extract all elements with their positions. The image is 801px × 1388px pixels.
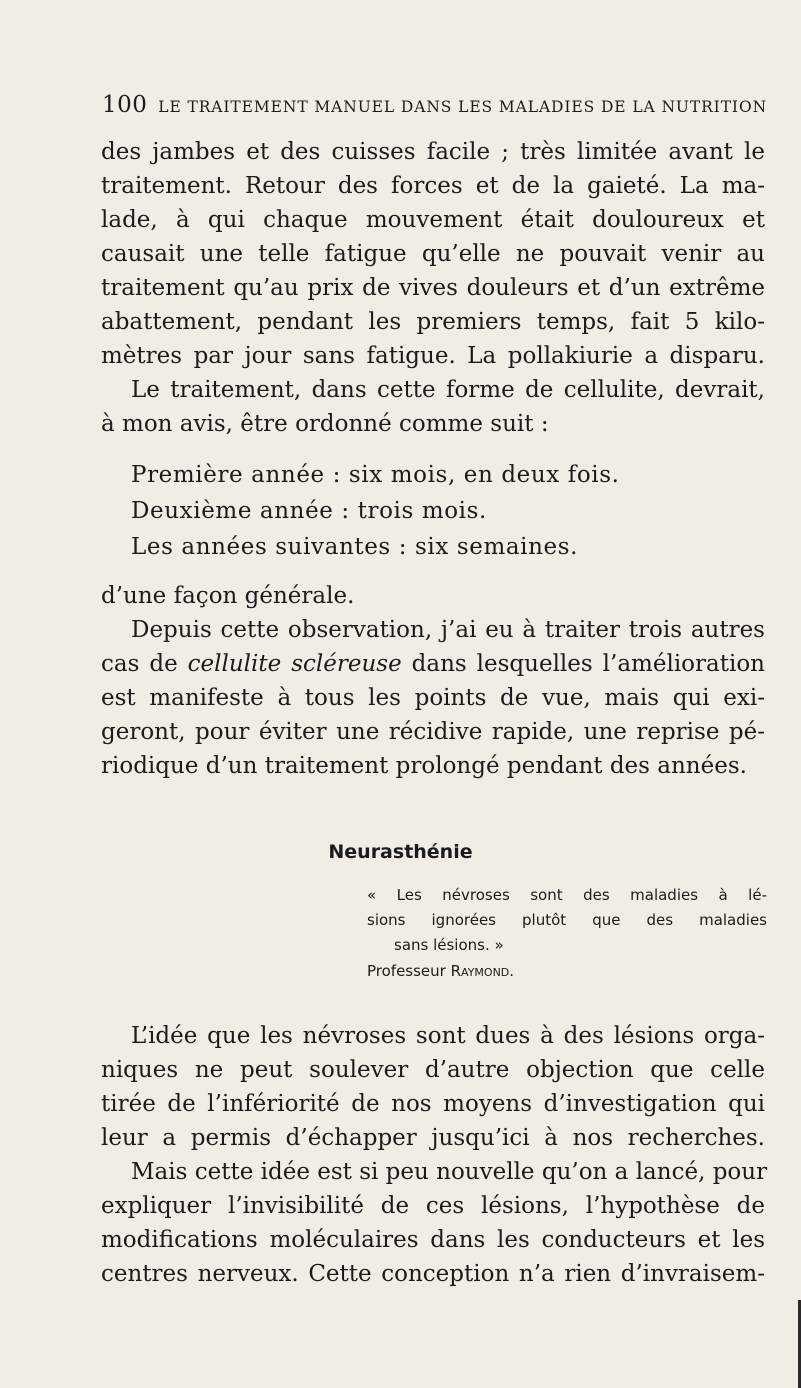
text-line: Le traitement, dans cette forme de cellulite, devrait, [131, 377, 765, 403]
running-title: LE TRAITEMENT MANUEL DANS LES MALADIES DE LA NUTRITION [158, 98, 768, 116]
text-line: abattement, pendant les premiers temps, fait 5 kilo- [101, 309, 765, 335]
schedule-item: Deuxième année : trois mois. [131, 498, 487, 524]
text-line-with-italic [101, 648, 765, 680]
text-line: d’une façon générale. [101, 583, 355, 609]
text-line: geront, pour éviter une récidive rapide, une reprise pé- [101, 719, 765, 745]
text-line: causait une telle fatigue qu’elle ne pouvait venir au [101, 241, 765, 267]
text-line: leur a permis d’échapper jusqu’ici à nos recherches. [101, 1125, 765, 1151]
page-number: 100 [102, 92, 148, 118]
text-line: niques ne peut soulever d’autre objection que celle [101, 1057, 765, 1083]
text-fragment: cas de [101, 651, 188, 677]
text-line: riodique d’un traitement prolongé pendant des années. [101, 753, 747, 779]
text-line: traitement. Retour des forces et de la gaieté. La ma- [101, 173, 765, 199]
text-line: centres nerveux. Cette conception n’a rien d’invraisem- [101, 1261, 765, 1287]
schedule-item: Les années suivantes : six semaines. [131, 534, 579, 560]
text-line: expliquer l’invisibilité de ces lésions, l’hypothèse de [101, 1193, 765, 1219]
text-line: Depuis cette observation, j’ai eu à traiter trois autres [131, 617, 765, 643]
text-line: traitement qu’au prix de vives douleurs et d’un extrême [101, 275, 765, 301]
text-line: à mon avis, être ordonné comme suit : [101, 411, 549, 437]
text-line: mètres par jour sans fatigue. La pollakiurie a disparu. [101, 343, 765, 369]
schedule-item: Première année : six mois, en deux fois. [131, 462, 620, 488]
text-line: lade, à qui chaque mouvement était douloureux et [101, 207, 765, 233]
running-header [102, 92, 768, 118]
text-line: Mais cette idée est si peu nouvelle qu’on a lancé, pour [131, 1159, 768, 1185]
attribution-name: Raymond. [450, 962, 515, 980]
text-line: des jambes et des cuisses facile ; très limitée avant le [101, 139, 765, 165]
text-fragment: dans lesquelles l’amélioration [401, 651, 765, 677]
text-line: tirée de l’infériorité de nos moyens d’investigation qui [101, 1091, 765, 1117]
italic-term: cellulite scléreuse [187, 651, 402, 677]
section-heading: Neurasthénie [328, 841, 473, 863]
epigraph-line: « Les névroses sont des maladies à lé- [367, 886, 767, 904]
attribution-prefix: Professeur [367, 962, 451, 980]
epigraph-line: sions ignorées plutôt que des maladies [367, 911, 767, 929]
text-line: est manifeste à tous les points de vue, mais qui exi- [101, 685, 765, 711]
text-line: modifications moléculaires dans les conducteurs et les [101, 1227, 765, 1253]
epigraph-line: sans lésions. » [394, 936, 504, 954]
epigraph-attribution [367, 962, 514, 980]
text-line: L’idée que les névroses sont dues à des lésions orga- [131, 1023, 765, 1049]
